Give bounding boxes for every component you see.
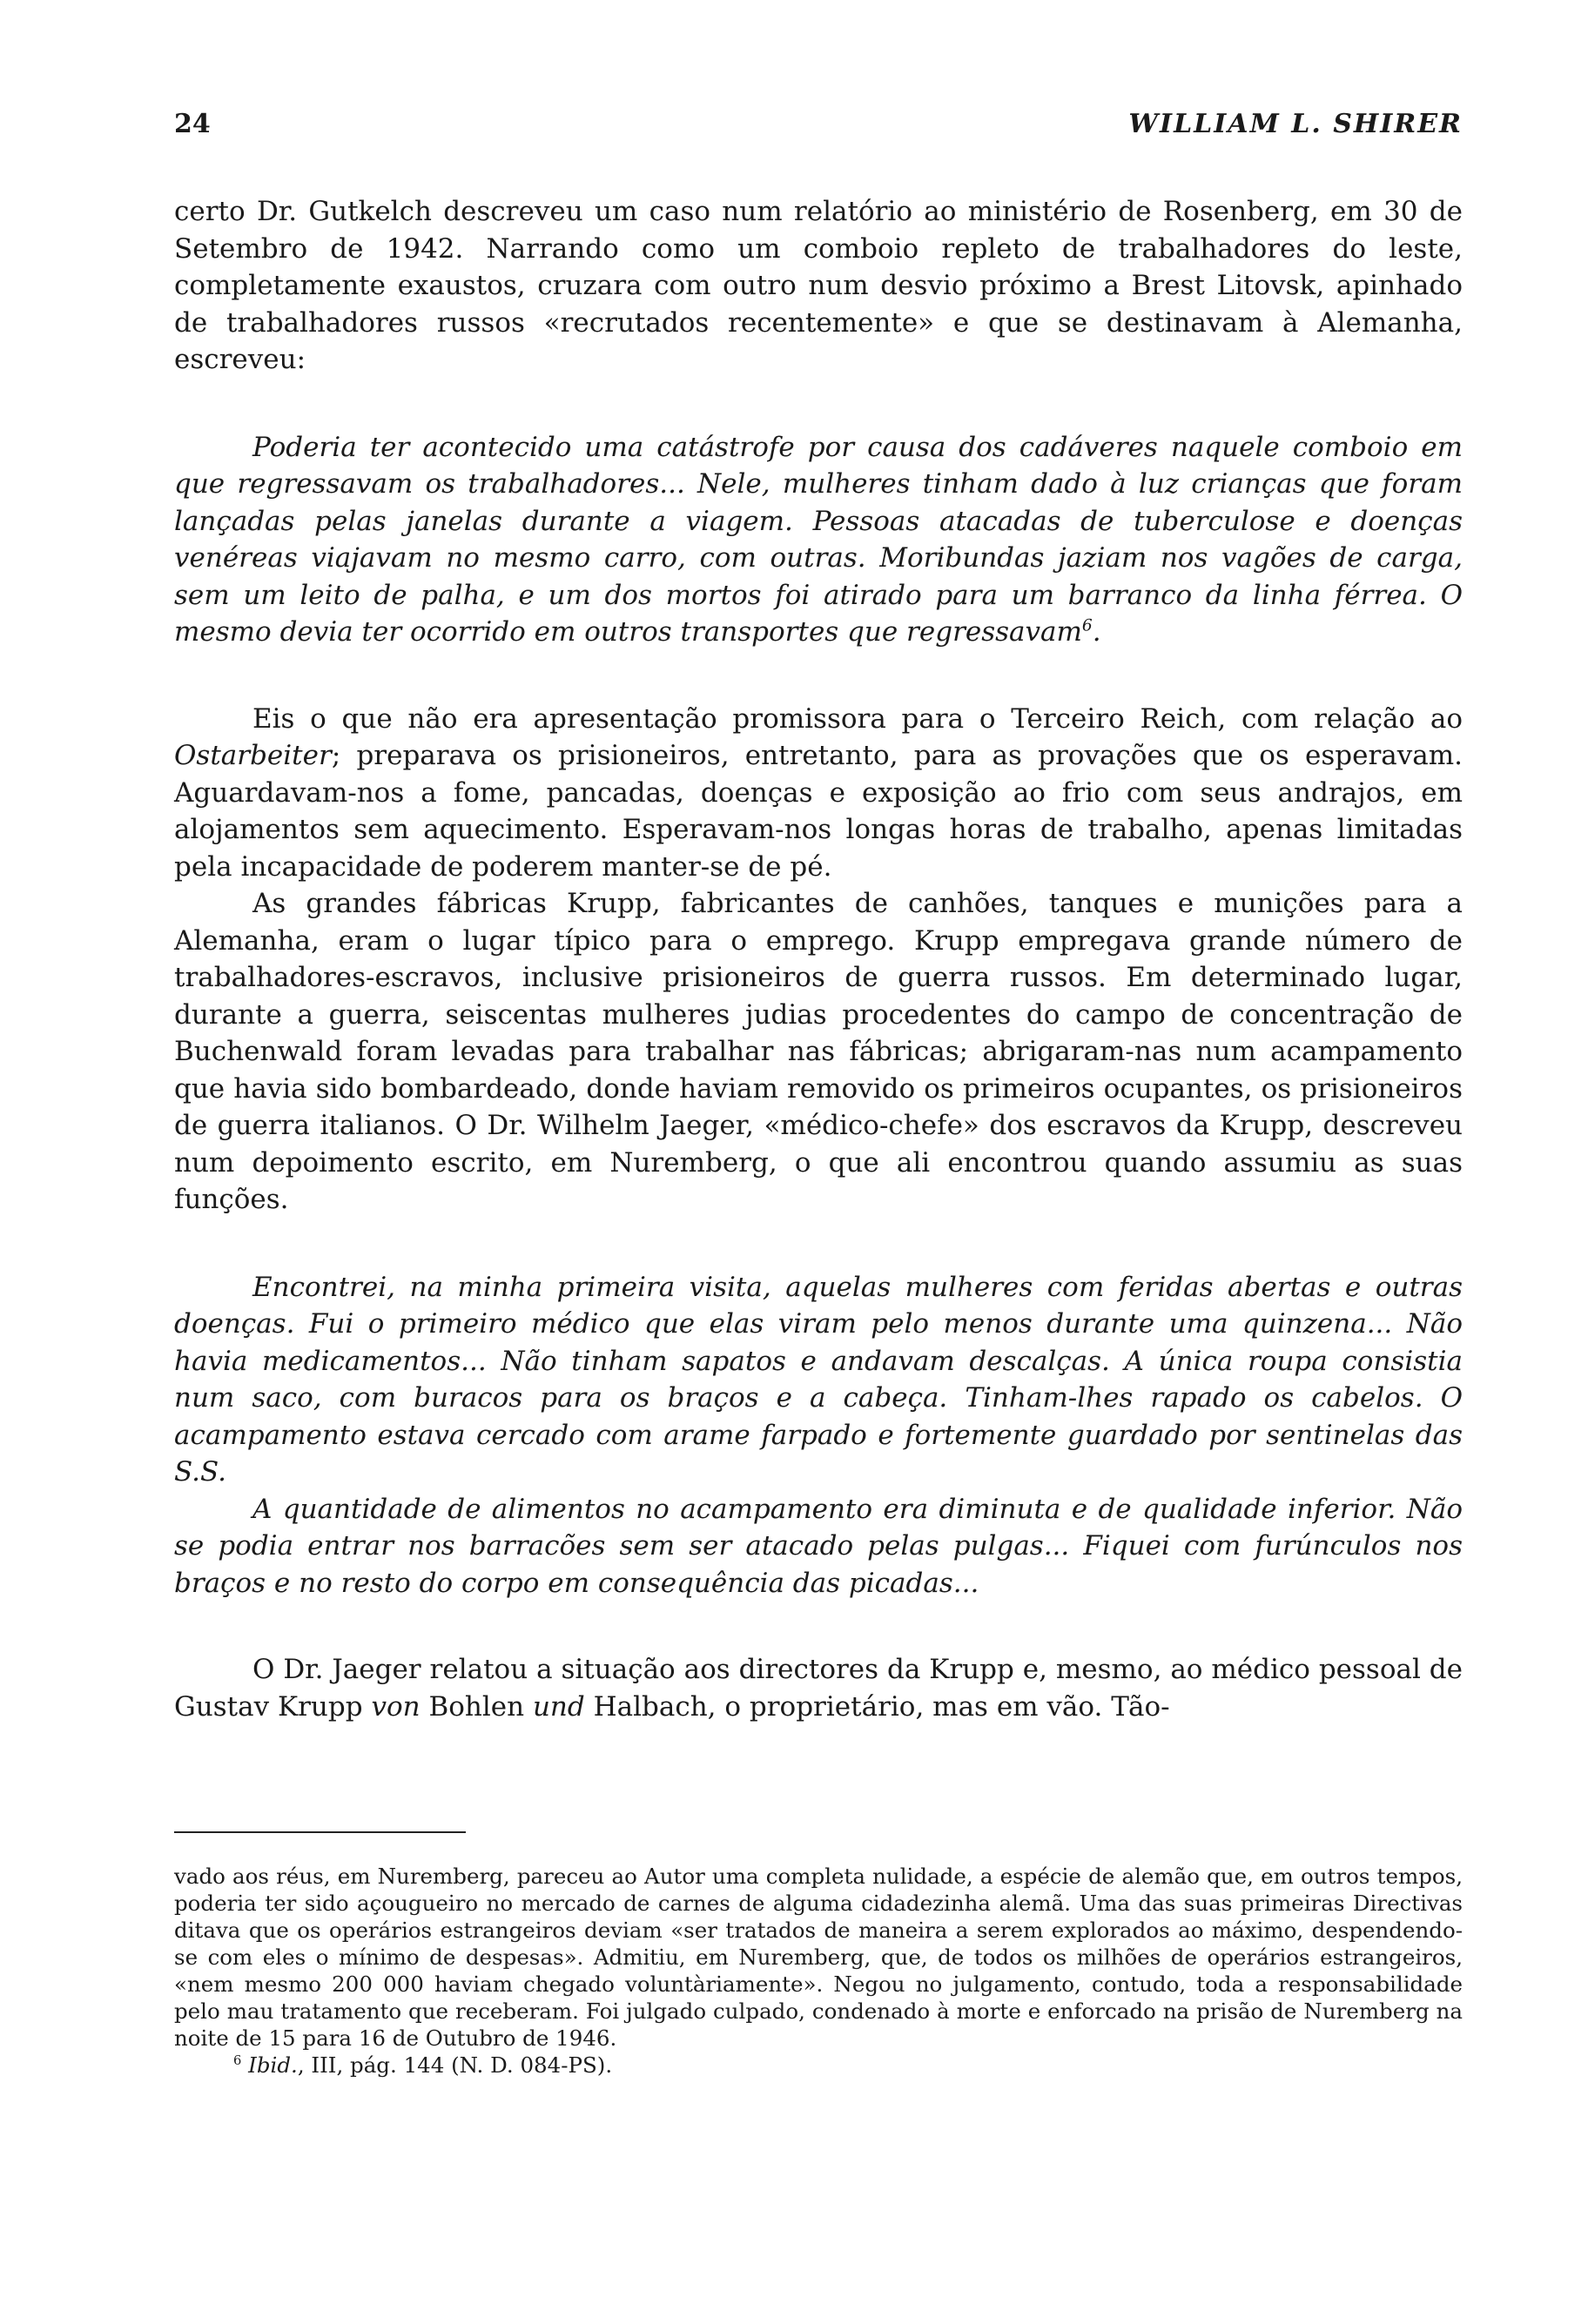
footnote-6 bbox=[174, 2052, 1463, 2079]
quote-paragraph: A quantidade de alimentos no acampamento era diminuta e de qualidade inferior. Não se podia entrar nos barracões sem ser atacado pelas pulgas... Fiquei com furúnculos nos braços e no resto do corpo em consequência das picadas... bbox=[174, 1493, 1463, 1599]
quote-paragraph: Encontrei, na minha primeira visita, aquelas mulheres com feridas abertas e outras doenças. Fui o primeiro médico que elas viram pelo menos durante uma quinzena... Não havia medicamentos... Não tinham sapatos e andavam descalças. A única roupa consistia num saco, com buracos para os braços e a cabeça. Tinham-lhes rapado os cabelos. O acampamento estava cercado com arame farpado e fortemente guardado por sentinelas das S.S. bbox=[174, 1271, 1463, 1488]
footnote-text: , III, pág. 144 (N. D. 084-PS). bbox=[297, 2052, 613, 2078]
ibid-label: Ibid. bbox=[248, 2052, 298, 2078]
block-quote bbox=[174, 1269, 1463, 1602]
block-quote bbox=[174, 429, 1463, 651]
paragraph bbox=[174, 701, 1463, 886]
main-text bbox=[174, 193, 1463, 1725]
italic-term: von bbox=[371, 1690, 421, 1723]
quote-text: Poderia ter acontecido uma catástrofe por causa dos cadáveres naquele comboio em que regressavam os trabalhadores... Nele, mulheres tinham dado à luz crianças que foram lançadas pelas janelas durante a viagem. Pessoas atacadas de tuberculose e doenças venéreas viajavam no mesmo carro, com outras. Moribundas jaziam nos vagões de carga, sem um leito de palha, e um dos mortos foi atirado para um barranco da linha férrea. O mesmo devia ter ocorrido em outros transportes que regressavam bbox=[174, 431, 1463, 648]
footnote-continuation: vado aos réus, em Nuremberg, pareceu ao Autor uma completa nulidade, a espécie de alemão que, em outros tempos, poderia ter sido açougueiro no mercado de carnes de alguma cidadezinha alemã. Uma das suas primeiras Directivas ditava que os operários estrangeiros deviam «ser tratados de maneira a serem explorados ao máximo, despendendo-se com eles o mínimo de despesas». Admitiu, em Nuremberg, que, de todos os milhões de operários estrangeiros, «nem mesmo 200 000 haviam chegado voluntàriamente». Negou no julgamento, contudo, toda a responsabilidade pelo mau tratamento que receberam. Foi julgado culpado, condenado à morte e enforcado na prisão de Nuremberg na noite de 15 para 16 de Outubro de 1946. bbox=[174, 1864, 1463, 2051]
footnote-ref: 6 bbox=[1081, 616, 1093, 635]
text-run: Bohlen bbox=[420, 1690, 533, 1723]
page-number: 24 bbox=[174, 109, 211, 139]
text-run: O Dr. Jaeger relatou a situação aos directores da Krupp e, mesmo, ao médico pessoal de Gustav Krupp bbox=[174, 1654, 1463, 1723]
footnote-marker: 6 bbox=[233, 2052, 242, 2068]
text-run: Halbach, o proprietário, mas em vão. Tão- bbox=[584, 1690, 1170, 1723]
italic-term: Ostarbeiter bbox=[174, 740, 332, 771]
italic-term: und bbox=[532, 1690, 585, 1723]
footnote-divider bbox=[174, 1831, 466, 1833]
footnotes bbox=[174, 1863, 1463, 2079]
running-head: WILLIAM L. SHIRER bbox=[1128, 109, 1463, 139]
quote-end: . bbox=[1092, 616, 1101, 648]
paragraph bbox=[174, 1651, 1463, 1725]
paragraph: As grandes fábricas Krupp, fabricantes de canhões, tanques e munições para a Alemanha, eram o lugar típico para o emprego. Krupp empregava grande número de trabalhadores-escravos, inclusive prisioneiros de guerra russos. Em determinado lugar, durante a guerra, seiscentas mulheres judias procedentes do campo de concentração de Buchenwald foram levadas para trabalhar nas fábricas; abrigaram-nas num acampamento que havia sido bombardeado, donde haviam removido os primeiros ocupantes, os prisioneiros de guerra italianos. O Dr. Wilhelm Jaeger, «médico-chefe» dos escravos da Krupp, descreveu num depoimento escrito, em Nuremberg, o que ali encontrou quando assumiu as suas funções. bbox=[174, 888, 1463, 1215]
quote-paragraph bbox=[174, 429, 1463, 651]
book-page bbox=[174, 0, 1463, 2324]
paragraph: certo Dr. Gutkelch descreveu um caso num relatório ao ministério de Rosenberg, em 30 de Setembro de 1942. Narrando como um comboio repleto de trabalhadores do leste, completamente exaustos, cruzara com outro num desvio próximo a Brest Litovsk, apinhado de trabalhadores russos «recrutados recentemente» e que se destinavam à Alemanha, escreveu: bbox=[174, 196, 1463, 375]
page-header bbox=[174, 109, 1463, 144]
text-run: ; preparava os prisioneiros, entretanto, para as provações que os esperavam. Aguardavam-nos a fome, pancadas, doenças e exposição ao frio com seus andrajos, em alojamentos sem aquecimento. Esperavam-nos longas horas de trabalho, apenas limitadas pela incapacidade de poderem manter-se de pé. bbox=[174, 740, 1463, 883]
text-run: Eis o que não era apresentação promissora para o Terceiro Reich, com relação ao bbox=[252, 702, 1463, 735]
